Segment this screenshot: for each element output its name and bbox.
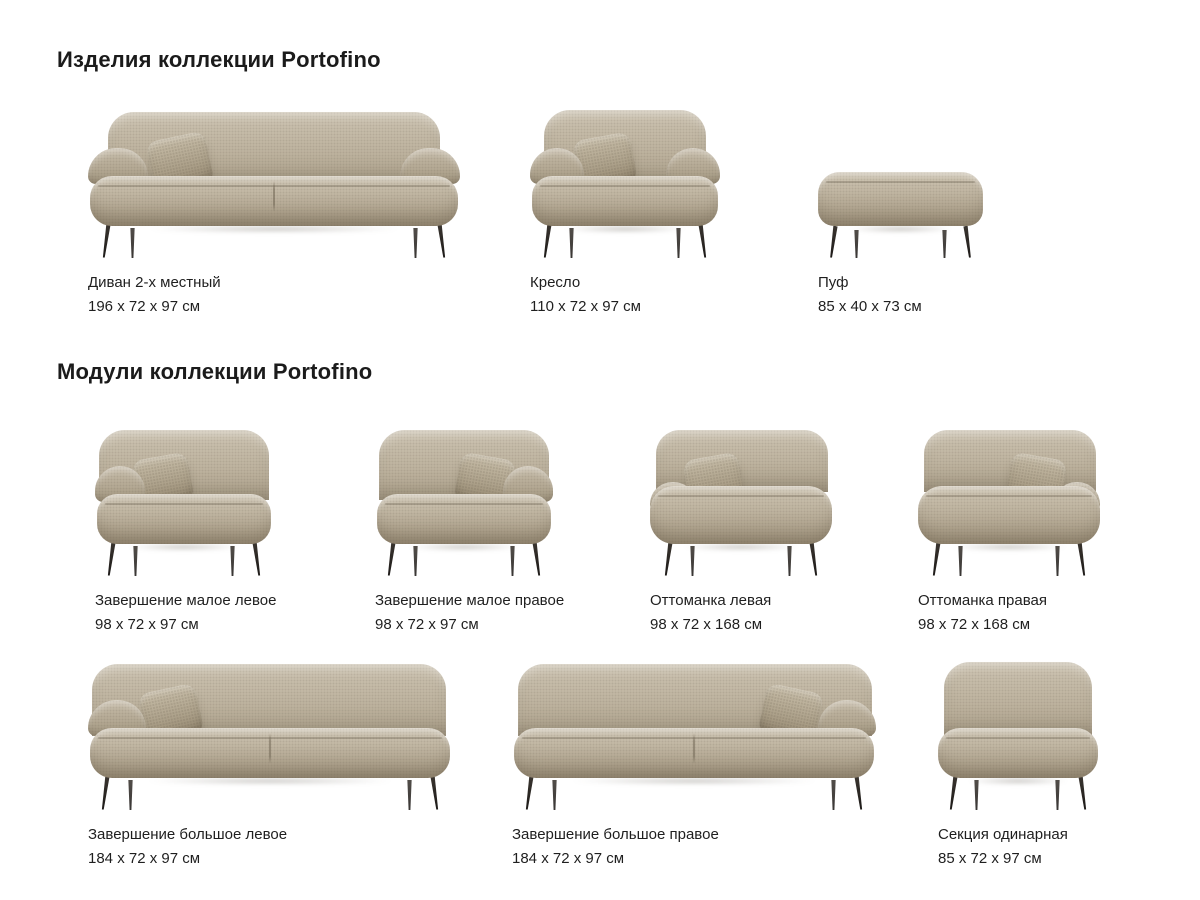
product-name: Оттоманка левая [650,592,772,609]
product-card-end-small-left [95,424,277,634]
product-dimensions: 110 x 72 x 97 см [530,298,641,315]
furniture-end-small-right [375,424,553,576]
product-name: Кресло [530,274,581,291]
seat-piping-seam [946,737,1090,739]
seat-piping-seam [826,181,975,183]
product-image-end-large-left [88,658,452,810]
product-dimensions: 184 x 72 x 97 см [512,850,625,867]
product-name: Завершение малое левое [95,592,277,609]
product-card-ottoman-left [650,424,832,634]
product-name: Оттоманка правая [918,592,1047,609]
seat-cushion [97,494,271,544]
product-card-pouf [818,106,983,316]
furniture-armchair [530,106,720,258]
seat-cushion [532,176,718,226]
backrest-cushion [944,662,1092,736]
furniture-sofa-two-seater [88,106,460,258]
product-dimensions: 98 x 72 x 168 см [918,616,1031,633]
product-image-ottoman-right [918,424,1100,576]
product-dimensions: 196 x 72 x 97 см [88,298,201,315]
seat-cushion [650,486,832,544]
furniture-end-small-left [95,424,273,576]
product-image-end-large-right [512,658,876,810]
product-name: Завершение малое правое [375,592,565,609]
seat-cushion [918,486,1100,544]
product-card-end-large-right [512,658,876,868]
furniture-pouf [818,172,983,258]
seat-cushion [818,172,983,226]
cushion-divider-seam [693,733,695,764]
seat-piping-seam [105,503,263,505]
product-image-armchair [530,106,720,258]
furniture-end-large-right [512,658,876,810]
furniture-section-single [938,658,1098,810]
furniture-end-large-left [88,658,452,810]
back-leg [852,230,861,258]
product-dimensions: 98 x 72 x 97 см [95,616,199,633]
cushion-divider-seam [273,181,275,212]
product-card-armchair [530,106,720,316]
product-name: Секция одинарная [938,826,1068,843]
product-image-end-small-left [95,424,273,576]
seat-piping-seam [926,495,1092,497]
product-name: Завершение большое правое [512,826,719,843]
product-name: Пуф [818,274,849,291]
product-card-ottoman-right [918,424,1100,634]
product-image-section-single [938,658,1098,810]
product-dimensions: 98 x 72 x 97 см [375,616,479,633]
product-image-pouf [818,106,983,258]
product-image-ottoman-left [650,424,832,576]
seat-cushion [377,494,551,544]
product-card-sofa-two-seater [88,106,460,316]
seat-piping-seam [385,503,543,505]
product-card-end-large-left [88,658,452,868]
cushion-divider-seam [269,733,271,764]
modules-section-title: Модули коллекции Portofino [57,359,373,384]
back-leg [940,230,949,258]
product-image-sofa-two-seater [88,106,460,258]
product-dimensions: 98 x 72 x 168 см [650,616,763,633]
product-dimensions: 184 x 72 x 97 см [88,850,201,867]
products-section-title: Изделия коллекции Portofino [57,47,381,72]
seat-cushion [938,728,1098,778]
seat-piping-seam [540,185,710,187]
product-card-section-single [938,658,1098,868]
product-card-end-small-right [375,424,565,634]
product-dimensions: 85 x 72 x 97 см [938,850,1042,867]
product-name: Завершение большое левое [88,826,288,843]
furniture-ottoman-right [918,424,1100,576]
seat-cushion [90,176,458,226]
seat-cushion [90,728,450,778]
furniture-ottoman-left [650,424,832,576]
seat-piping-seam [658,495,824,497]
seat-cushion [514,728,874,778]
product-dimensions: 85 x 40 x 73 см [818,298,922,315]
product-name: Диван 2-х местный [88,274,221,291]
product-image-end-small-right [375,424,553,576]
